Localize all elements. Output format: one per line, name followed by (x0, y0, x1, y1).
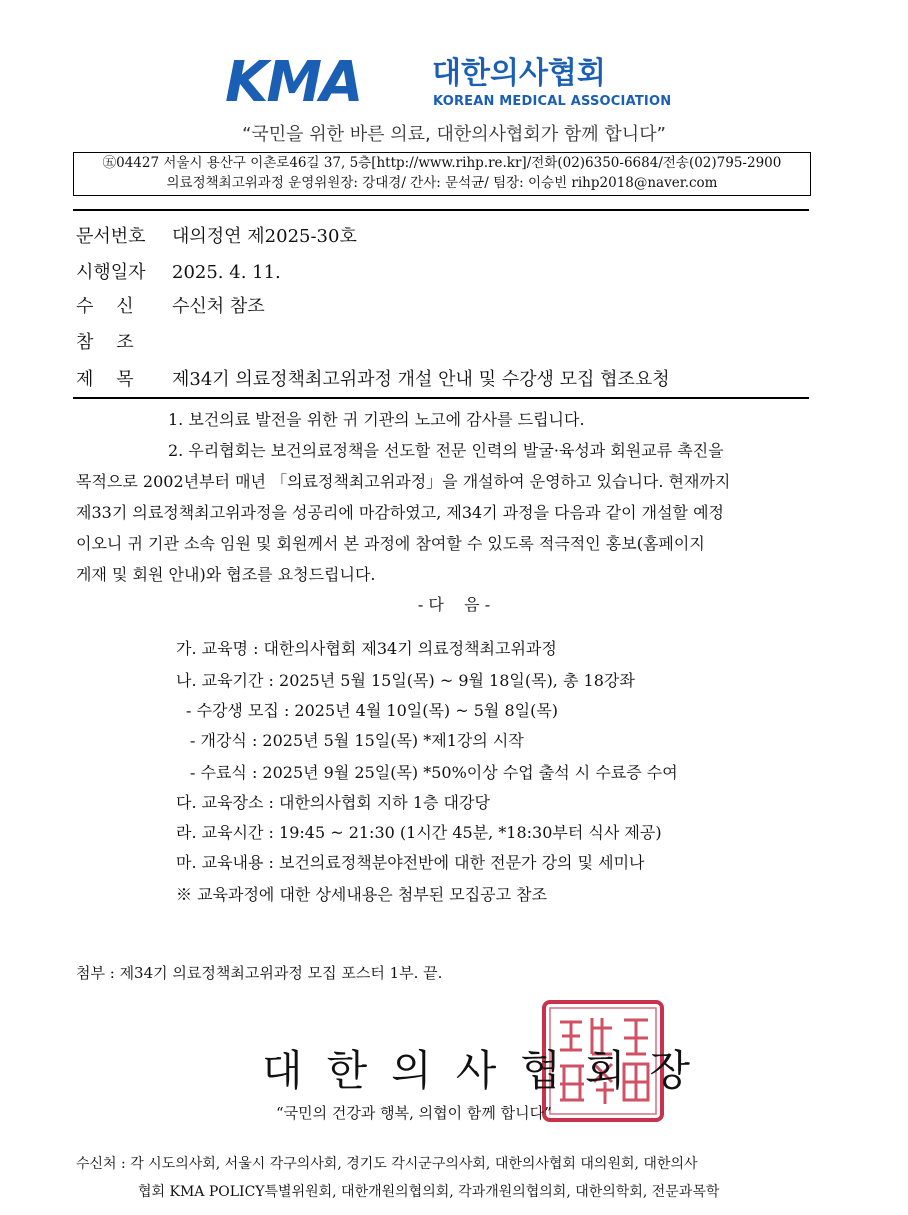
doc-number-row (76, 222, 357, 248)
org-name-english: KOREAN MEDICAL ASSOCIATION (433, 94, 672, 109)
to-label: 수 신 (76, 296, 134, 317)
org-name-korean: 대한의사협회 (432, 56, 606, 91)
list-item: 가. 교육명 : 대한의사협회 제34기 의료정책최고위과정 (176, 639, 557, 658)
to-value: 수신처 참조 (172, 296, 265, 317)
to-row (76, 292, 265, 318)
paragraph-2-line: 게재 및 회원 안내)와 협조를 요청드립니다. (76, 565, 376, 584)
list-item: - 수강생 모집 : 2025년 4월 10일(목) ~ 5월 8일(목) (186, 701, 559, 720)
ref-label: 참 조 (76, 332, 134, 353)
attachment-note: 첨부 : 제34기 의료정책최고위과정 모집 포스터 1부. 끝. (76, 964, 443, 982)
date-label: 시행일자 (76, 262, 146, 283)
kma-logo: KMA (225, 50, 362, 115)
president-signature: 대한의사협회장 (262, 1046, 715, 1095)
da-eum-heading: - 다 음 - (417, 595, 491, 614)
contact-committee: 의료정책최고위과정 운영위원장: 강대경/ 간사: 문석균/ 팀장: 이승빈 rihp2018@naver.com (166, 175, 718, 191)
subject-row (76, 365, 670, 391)
ref-row (76, 328, 172, 354)
doc-number-label: 문서번호 (76, 226, 146, 247)
paragraph-2-line: 제33기 의료정책최고위과정을 성공리에 마감하였고, 제34기 과정을 다음과 같이 개설할 예정 (76, 503, 724, 522)
contact-address: ㊄04427 서울시 용산구 이촌로46길 37, 5층[http://www.rihp.re.kr]/전화(02)6350-6684/전송(02)795-2900 (102, 155, 782, 171)
list-item: 다. 교육장소 : 대한의사협회 지하 1층 대강당 (176, 793, 490, 812)
list-item: 나. 교육기간 : 2025년 5월 15일(목) ~ 9월 18일(목), 총 18강좌 (176, 671, 635, 690)
divider (73, 209, 809, 211)
list-item: - 개강식 : 2025년 5월 15일(목) *제1강의 시작 (190, 731, 524, 750)
recipients-line: 수신처 : 각 시도의사회, 서울시 각구의사회, 경기도 각시군구의사회, 대한의사협회 대의원회, 대한의사 (76, 1156, 698, 1172)
paragraph-1: 1. 보건의료 발전을 위한 귀 기관의 노고에 감사를 드립니다. (168, 410, 585, 429)
list-item: 마. 교육내용 : 보건의료정책분야전반에 대한 전문가 강의 및 세미나 (176, 853, 645, 872)
divider (73, 397, 809, 399)
date-row (76, 258, 281, 284)
recipients-line: 협회 KMA POLICY특별위원회, 대한개원의협의회, 각과개원의협의회, 대한의학회, 전문과목학 (138, 1184, 720, 1200)
contact-box (73, 152, 811, 196)
list-item: - 수료식 : 2025년 9월 25일(목) *50%이상 수업 출석 시 수료증 수여 (190, 763, 678, 782)
doc-number: 대의정연 제2025-30호 (172, 226, 357, 247)
recipients-list (76, 1150, 816, 1206)
list-item: 라. 교육시간 : 19:45 ~ 21:30 (1시간 45분, *18:30부터 식사 제공) (176, 823, 662, 842)
subject-value: 제34기 의료정책최고위과정 개설 안내 및 수강생 모집 협조요청 (172, 369, 670, 390)
subject-label: 제 목 (76, 369, 134, 390)
list-item: ※ 교육과정에 대한 상세내용은 첨부된 모집공고 참조 (176, 885, 548, 904)
paragraph-2-line: 이오니 귀 기관 소속 임원 및 회원께서 본 과정에 참여할 수 있도록 적극적인 홍보(홈페이지 (76, 534, 705, 553)
date-value: 2025. 4. 11. (172, 262, 281, 283)
paragraph-2-line: 2. 우리협회는 보건의료정책을 선도할 전문 인력의 발굴·육성과 회원교류 촉진을 (168, 441, 724, 460)
header-slogan: “국민을 위한 바른 의료, 대한의사협회가 함께 합니다” (242, 124, 666, 145)
footer-motto: “국민의 건강과 행복, 의협이 함께 합니다” (276, 1104, 552, 1122)
paragraph-2-line: 목적으로 2002년부터 매년 「의료정책최고위과정」을 개설하여 운영하고 있습니다. 현재까지 (76, 472, 731, 491)
